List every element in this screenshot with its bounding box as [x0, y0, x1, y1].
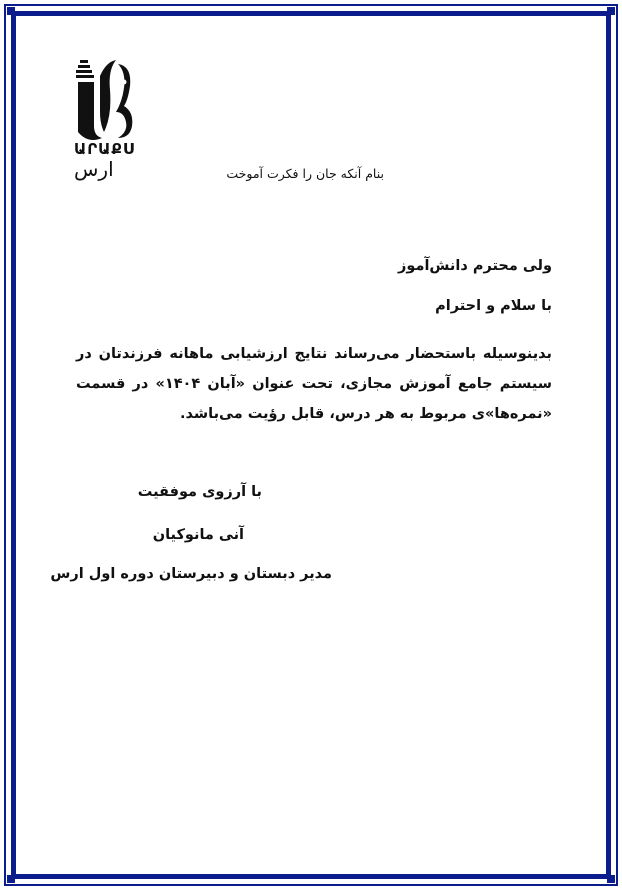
salutation: ولی محترم دانش‌آموز — [398, 258, 552, 274]
signer-name: آنی مانوکیان — [152, 527, 244, 543]
body-paragraph: بدینوسیله باستحضار می‌رساند نتایج ارزشیابی ماهانه فرزندتان در سیستم جامع آموزش مجازی، تحت عنوان «آبان ۱۴۰۴» در قسمت «نمره‌ها»ی مربوط به هر درس، قابل رؤیت می‌باشد. — [76, 346, 553, 422]
logo-farsi-text: ارس — [74, 157, 114, 181]
logo-latin-text: ԱՐԱՔՍ — [74, 140, 135, 158]
border-corner-top-right — [607, 7, 615, 15]
greeting: با سلام و احترام — [435, 298, 552, 314]
closing-wish: با آرزوی موفقیت — [137, 484, 262, 500]
border-corner-bottom-right — [607, 875, 615, 883]
border-corner-top-left — [7, 7, 15, 15]
border-corner-bottom-left — [7, 875, 15, 883]
signer-title: مدیر دبستان و دبیرستان دوره اول ارس — [50, 566, 332, 582]
motto: بنام آنکه جان را فکرت آموخت — [226, 166, 384, 181]
